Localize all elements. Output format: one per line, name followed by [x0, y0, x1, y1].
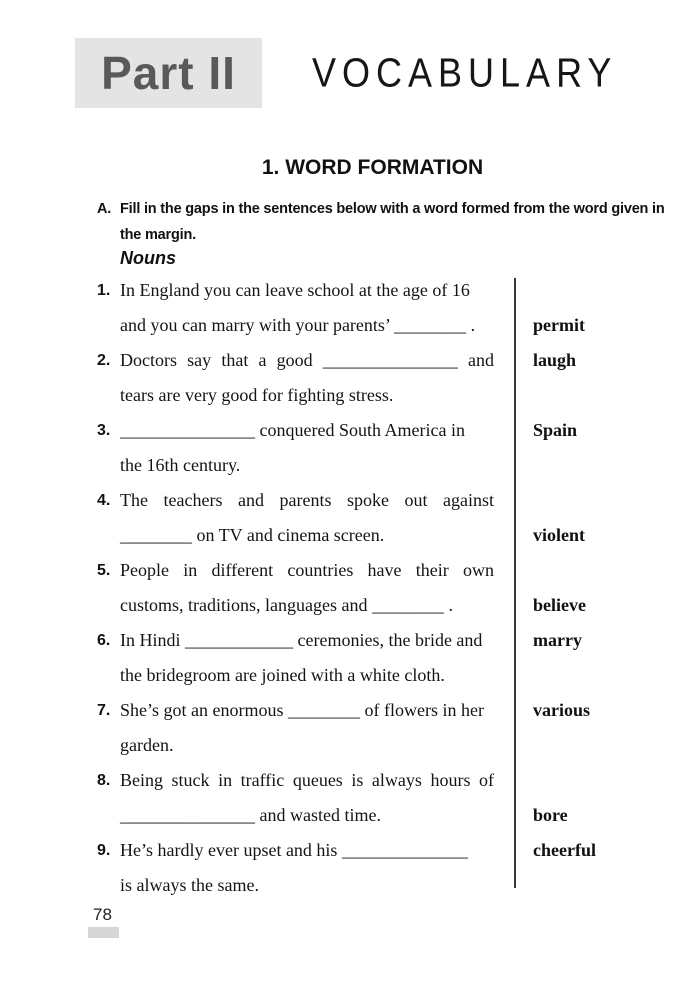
item-text — [120, 763, 494, 833]
item-text — [120, 483, 494, 553]
margin-word: violent — [533, 525, 585, 545]
sentence-line: _______________ conquered South America in — [120, 420, 465, 440]
page-header — [75, 38, 640, 108]
page-footer — [88, 905, 119, 938]
sentence-line: the 16th century. — [120, 455, 241, 475]
item-number: 5. — [97, 562, 111, 579]
sentence-line: is always the same. — [120, 875, 259, 895]
sentence-line: ________ on TV and cinema screen. — [120, 525, 385, 545]
item-number: 6. — [97, 632, 111, 649]
page-title: VOCABULARY — [312, 49, 618, 96]
instruction-line: the margin. — [120, 227, 196, 243]
exercise-list — [97, 273, 657, 903]
item-number: 2. — [97, 352, 111, 369]
exercise-item-8 — [97, 763, 657, 833]
margin-word: bore — [533, 805, 568, 825]
part-label: Part II — [75, 38, 262, 108]
sentence-line: the bridegroom are joined with a white cloth. — [120, 665, 445, 685]
section-heading: 1. WORD FORMATION — [261, 156, 484, 179]
item-text — [120, 413, 494, 483]
sentence-line: customs, traditions, languages and ________ . — [120, 595, 453, 615]
page-number-bar — [88, 927, 119, 938]
sentence-line: tears are very good for fighting stress. — [120, 385, 394, 405]
instruction-block — [97, 196, 665, 248]
exercise-item-7 — [97, 693, 657, 763]
item-text — [120, 833, 494, 903]
sentence-line: People in different countries have their own — [120, 560, 494, 580]
instruction-label: A. — [97, 201, 112, 217]
item-text — [120, 343, 494, 413]
instruction-line: Fill in the gaps in the sentences below with a word formed from the word given in — [120, 201, 665, 217]
item-number: 8. — [97, 772, 111, 789]
margin-word: permit — [533, 315, 585, 335]
sentence-line: Doctors say that a good _______________ and — [120, 350, 494, 370]
sentence-line: In Hindi ____________ ceremonies, the bride and — [120, 630, 483, 650]
sentence-line: The teachers and parents spoke out against — [120, 490, 494, 510]
exercise-item-1 — [97, 273, 657, 343]
sentence-line: She’s got an enormous ________ of flowers in her — [120, 700, 484, 720]
item-number: 9. — [97, 842, 111, 859]
exercise-item-5 — [97, 553, 657, 623]
margin-word: laugh — [533, 350, 577, 370]
margin-word: various — [533, 700, 591, 720]
nouns-subheading: Nouns — [120, 248, 176, 268]
exercise-item-2 — [97, 343, 657, 413]
item-text — [120, 623, 494, 693]
exercise-item-3 — [97, 413, 657, 483]
sentence-line: garden. — [120, 735, 174, 755]
item-number: 3. — [97, 422, 111, 439]
item-number: 4. — [97, 492, 111, 509]
sentence-line: In England you can leave school at the age of 16 — [120, 280, 470, 300]
margin-word: Spain — [533, 420, 578, 440]
item-number: 7. — [97, 702, 111, 719]
instruction-text — [120, 196, 665, 248]
item-text — [120, 693, 494, 763]
exercise-item-4 — [97, 483, 657, 553]
item-text — [120, 553, 494, 623]
exercise-item-9 — [97, 833, 657, 903]
sentence-line: He’s hardly ever upset and his ______________ — [120, 840, 468, 860]
exercise-item-6 — [97, 623, 657, 693]
sentence-line: and you can marry with your parents’ ________ . — [120, 315, 476, 335]
item-text — [120, 273, 494, 343]
sentence-line: _______________ and wasted time. — [120, 805, 381, 825]
item-number: 1. — [97, 282, 111, 299]
margin-word: believe — [533, 595, 586, 615]
sentence-line: Being stuck in traffic queues is always hours of — [120, 770, 494, 790]
margin-word: cheerful — [533, 840, 596, 860]
page-number: 78 — [93, 905, 112, 924]
margin-word: marry — [533, 630, 582, 650]
